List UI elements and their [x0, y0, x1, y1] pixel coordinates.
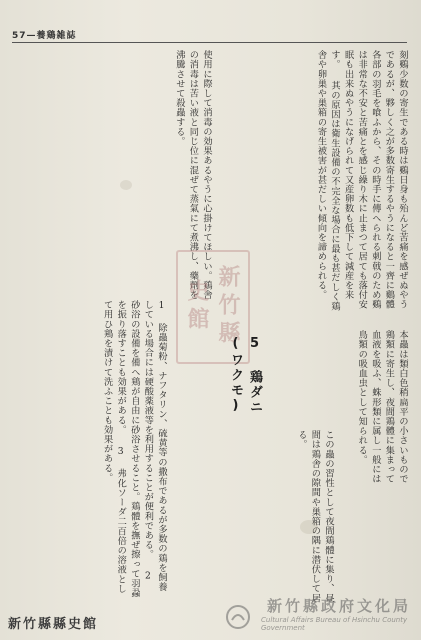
top-paragraph-2: 其の原因は衛生設備の不完全な場合に最も甚だしく鶏舎や卵巣や巣箱の寄生被害が甚だしい傾向を諦められる。	[315, 50, 341, 312]
list-item-1: 除蟲菊粉、ナフタリン、硫黄等の撒布であるが多数の鶏を飼養している場合には硬酸薬液等を利用することが便利である。	[142, 300, 167, 592]
list-number-1: 1	[156, 300, 167, 312]
list-number-3: 3	[115, 445, 127, 458]
bureau-logo-icon	[225, 604, 251, 630]
header-rule	[12, 42, 407, 43]
bottom-right-text	[335, 330, 409, 490]
bureau-name-english: Cultural Affairs Bureau of Hsinchu County Government	[261, 616, 408, 632]
bottom-paragraph-2: この蟲の習性として夜間鶏體に集り、昼間は鶏舎の隙間や巣箱の隅に潜伏して居る。	[295, 430, 334, 603]
watermark-stamp: 新竹縣史館	[176, 250, 250, 364]
list-item-2: 砂浴の設備を備へ鶏が自由に砂浴させること。鶏體を撫ぜ擦って羽蝨を振り落すことも効果がある。	[115, 300, 140, 598]
list-number-2: 2	[142, 570, 154, 583]
top-paragraph-1: 刻鷄少数の寄生である時は鷄日身も殆んど苦痛を感ぜぬやうであるが、夥しく之が多数寄生するやうになると一齊に鷄體各部の羽毛を喰ふから、その時手に傳へられる刺戟のため鷄は非常な不安と苦痛とを感じ繰り木に止まつて居ても落付安眠も出来ぬやうになげられて又産卵数も低下して減産を来す。	[329, 50, 408, 310]
middle-paragraph: 使用に際して消毒の効果あるやうに心掛けてほしい。鶏舎の消毒は苦い液と同じ位に混ぜて蒸氣にて煮沸し、藥劑を沸騰させて殺蟲する。	[173, 50, 212, 300]
running-header: 57—養鶏雑誌	[12, 31, 77, 41]
section-title: 5 鶏ダニ(ワクモ)	[228, 336, 262, 415]
left-numbered-list	[18, 300, 168, 600]
archive-label-left: 新竹縣縣史館	[8, 617, 99, 632]
paper-stain	[120, 180, 132, 190]
bottom-paragraph-1: 本蟲は類白色稍扁平の小さいもので鶏類に寄生し、夜間鶏體に集まって血液を吸ふ、蛛形類に属し一般には鳥類の吸血虫として知られる。	[356, 330, 408, 484]
paper-stain	[300, 520, 318, 534]
list-item-3: 弗化ソーダ二百倍の溶液として用ひ鶏を漬けて洗ふことも効果がある。	[101, 300, 127, 594]
bureau-name-chinese: 新竹縣政府文化局	[266, 597, 411, 615]
